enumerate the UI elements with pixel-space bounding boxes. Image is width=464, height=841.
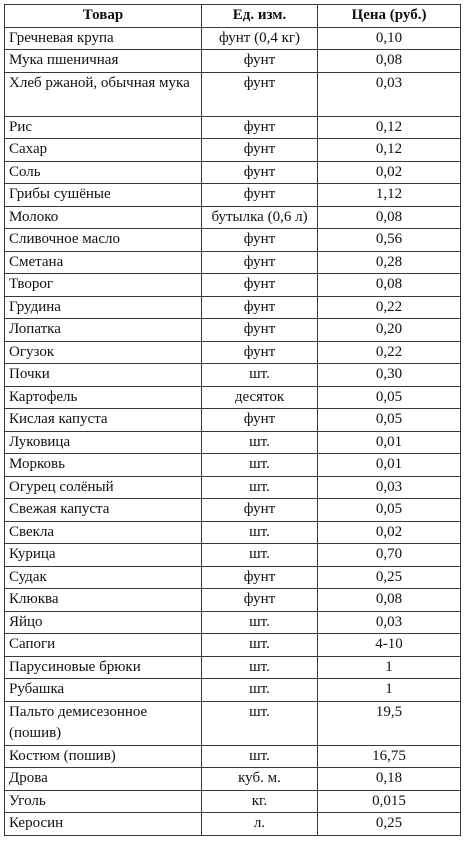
unit-cell: шт. [202,544,318,567]
price-cell: 0,03 [318,476,461,499]
product-name-cell: Огузок [5,341,202,364]
table-row [5,319,461,342]
product-name-cell: Сливочное масло [5,229,202,252]
product-name-cell: Почки [5,364,202,387]
price-cell: 0,03 [318,611,461,634]
product-name-cell: Молоко [5,206,202,229]
unit-cell: фунт [202,251,318,274]
price-cell: 0,28 [318,251,461,274]
product-name-cell: Мука пшеничная [5,50,202,73]
table-row [5,745,461,768]
price-cell: 0,30 [318,364,461,387]
price-cell: 1 [318,656,461,679]
table-row [5,251,461,274]
table-row [5,409,461,432]
product-name-cell: Лопатка [5,319,202,342]
product-name-cell: Костюм (пошив) [5,745,202,768]
unit-cell: фунт [202,72,318,116]
table-row [5,544,461,567]
unit-cell: шт. [202,454,318,477]
unit-cell: шт. [202,476,318,499]
unit-cell: фунт [202,589,318,612]
unit-cell: фунт [202,229,318,252]
product-name-cell: Гречневая крупа [5,27,202,50]
table-row [5,790,461,813]
unit-cell: шт. [202,521,318,544]
unit-cell: кг. [202,790,318,813]
price-cell: 0,08 [318,50,461,73]
table-row [5,476,461,499]
product-name-cell: Сметана [5,251,202,274]
table-row [5,656,461,679]
table-row [5,634,461,657]
unit-cell: шт. [202,656,318,679]
product-name-cell: Соль [5,161,202,184]
price-cell: 0,18 [318,768,461,791]
product-name-cell: Свежая капуста [5,499,202,522]
price-cell: 0,05 [318,409,461,432]
product-name-cell: Рис [5,116,202,139]
table-body [5,27,461,835]
price-cell: 0,02 [318,161,461,184]
price-cell: 0,02 [318,521,461,544]
product-name-cell: Клюква [5,589,202,612]
product-name-cell: Рубашка [5,679,202,702]
unit-cell: шт. [202,431,318,454]
header-price: Цена (руб.) [318,5,461,28]
table-row [5,27,461,50]
unit-cell: фунт [202,274,318,297]
table-row [5,566,461,589]
product-name-cell: Огурец солёный [5,476,202,499]
table-row [5,206,461,229]
product-name-cell: Яйцо [5,611,202,634]
unit-cell: шт. [202,679,318,702]
table-row [5,161,461,184]
unit-cell: шт. [202,634,318,657]
table-row [5,50,461,73]
product-name-cell: Грудина [5,296,202,319]
product-name-cell: Судак [5,566,202,589]
table-row [5,768,461,791]
table-row [5,184,461,207]
unit-cell: фунт [202,184,318,207]
price-cell: 0,22 [318,341,461,364]
unit-cell: десяток [202,386,318,409]
table-row [5,611,461,634]
table-row [5,589,461,612]
product-name-cell: Сахар [5,139,202,162]
unit-cell: фунт [202,161,318,184]
header-row [5,5,461,28]
unit-cell: л. [202,813,318,836]
price-cell: 19,5 [318,701,461,745]
product-name-cell: Свекла [5,521,202,544]
table-row [5,431,461,454]
unit-cell: шт. [202,745,318,768]
price-table [4,4,461,836]
price-cell: 0,25 [318,566,461,589]
product-name-cell: Творог [5,274,202,297]
price-cell: 0,70 [318,544,461,567]
price-cell: 0,01 [318,431,461,454]
price-cell: 0,05 [318,386,461,409]
product-name-cell: Луковица [5,431,202,454]
unit-cell: шт. [202,364,318,387]
header-product: Товар [5,5,202,28]
table-row [5,116,461,139]
price-cell: 0,015 [318,790,461,813]
price-cell: 0,08 [318,589,461,612]
price-cell: 0,12 [318,116,461,139]
table-row [5,499,461,522]
price-cell: 0,08 [318,274,461,297]
table-row [5,296,461,319]
product-name-cell: Уголь [5,790,202,813]
unit-cell: фунт [202,116,318,139]
price-cell: 0,56 [318,229,461,252]
product-name-cell: Сапоги [5,634,202,657]
price-cell: 0,03 [318,72,461,116]
table-row [5,341,461,364]
unit-cell: бутылка (0,6 л) [202,206,318,229]
price-cell: 0,12 [318,139,461,162]
table-row [5,229,461,252]
price-cell: 0,05 [318,499,461,522]
product-name-cell: Картофель [5,386,202,409]
product-name-cell: Дрова [5,768,202,791]
unit-cell: фунт [202,341,318,364]
table-row [5,72,461,116]
table-row [5,364,461,387]
table-row [5,521,461,544]
price-cell: 0,10 [318,27,461,50]
table-row [5,139,461,162]
table-row [5,454,461,477]
unit-cell: фунт [202,319,318,342]
price-cell: 0,01 [318,454,461,477]
price-cell: 1 [318,679,461,702]
product-name-cell: Хлеб ржаной, обычная мука [5,72,202,116]
unit-cell: фунт [202,296,318,319]
unit-cell: шт. [202,611,318,634]
header-unit: Ед. изм. [202,5,318,28]
product-name-cell: Парусиновые брюки [5,656,202,679]
unit-cell: фунт [202,50,318,73]
unit-cell: фунт [202,409,318,432]
product-name-cell: Грибы сушёные [5,184,202,207]
product-name-cell: Морковь [5,454,202,477]
price-cell: 0,25 [318,813,461,836]
table-row [5,274,461,297]
table-row [5,813,461,836]
price-cell: 0,22 [318,296,461,319]
price-cell: 4-10 [318,634,461,657]
price-cell: 1,12 [318,184,461,207]
unit-cell: фунт [202,139,318,162]
unit-cell: фунт [202,566,318,589]
unit-cell: куб. м. [202,768,318,791]
table-row [5,679,461,702]
product-name-cell: Пальто демисезонное (пошив) [5,701,202,745]
unit-cell: шт. [202,701,318,745]
table-row [5,386,461,409]
table-row [5,701,461,745]
price-cell: 0,08 [318,206,461,229]
unit-cell: фунт [202,499,318,522]
product-name-cell: Курица [5,544,202,567]
price-cell: 16,75 [318,745,461,768]
unit-cell: фунт (0,4 кг) [202,27,318,50]
product-name-cell: Кислая капуста [5,409,202,432]
table-header [5,5,461,28]
price-cell: 0,20 [318,319,461,342]
product-name-cell: Керосин [5,813,202,836]
